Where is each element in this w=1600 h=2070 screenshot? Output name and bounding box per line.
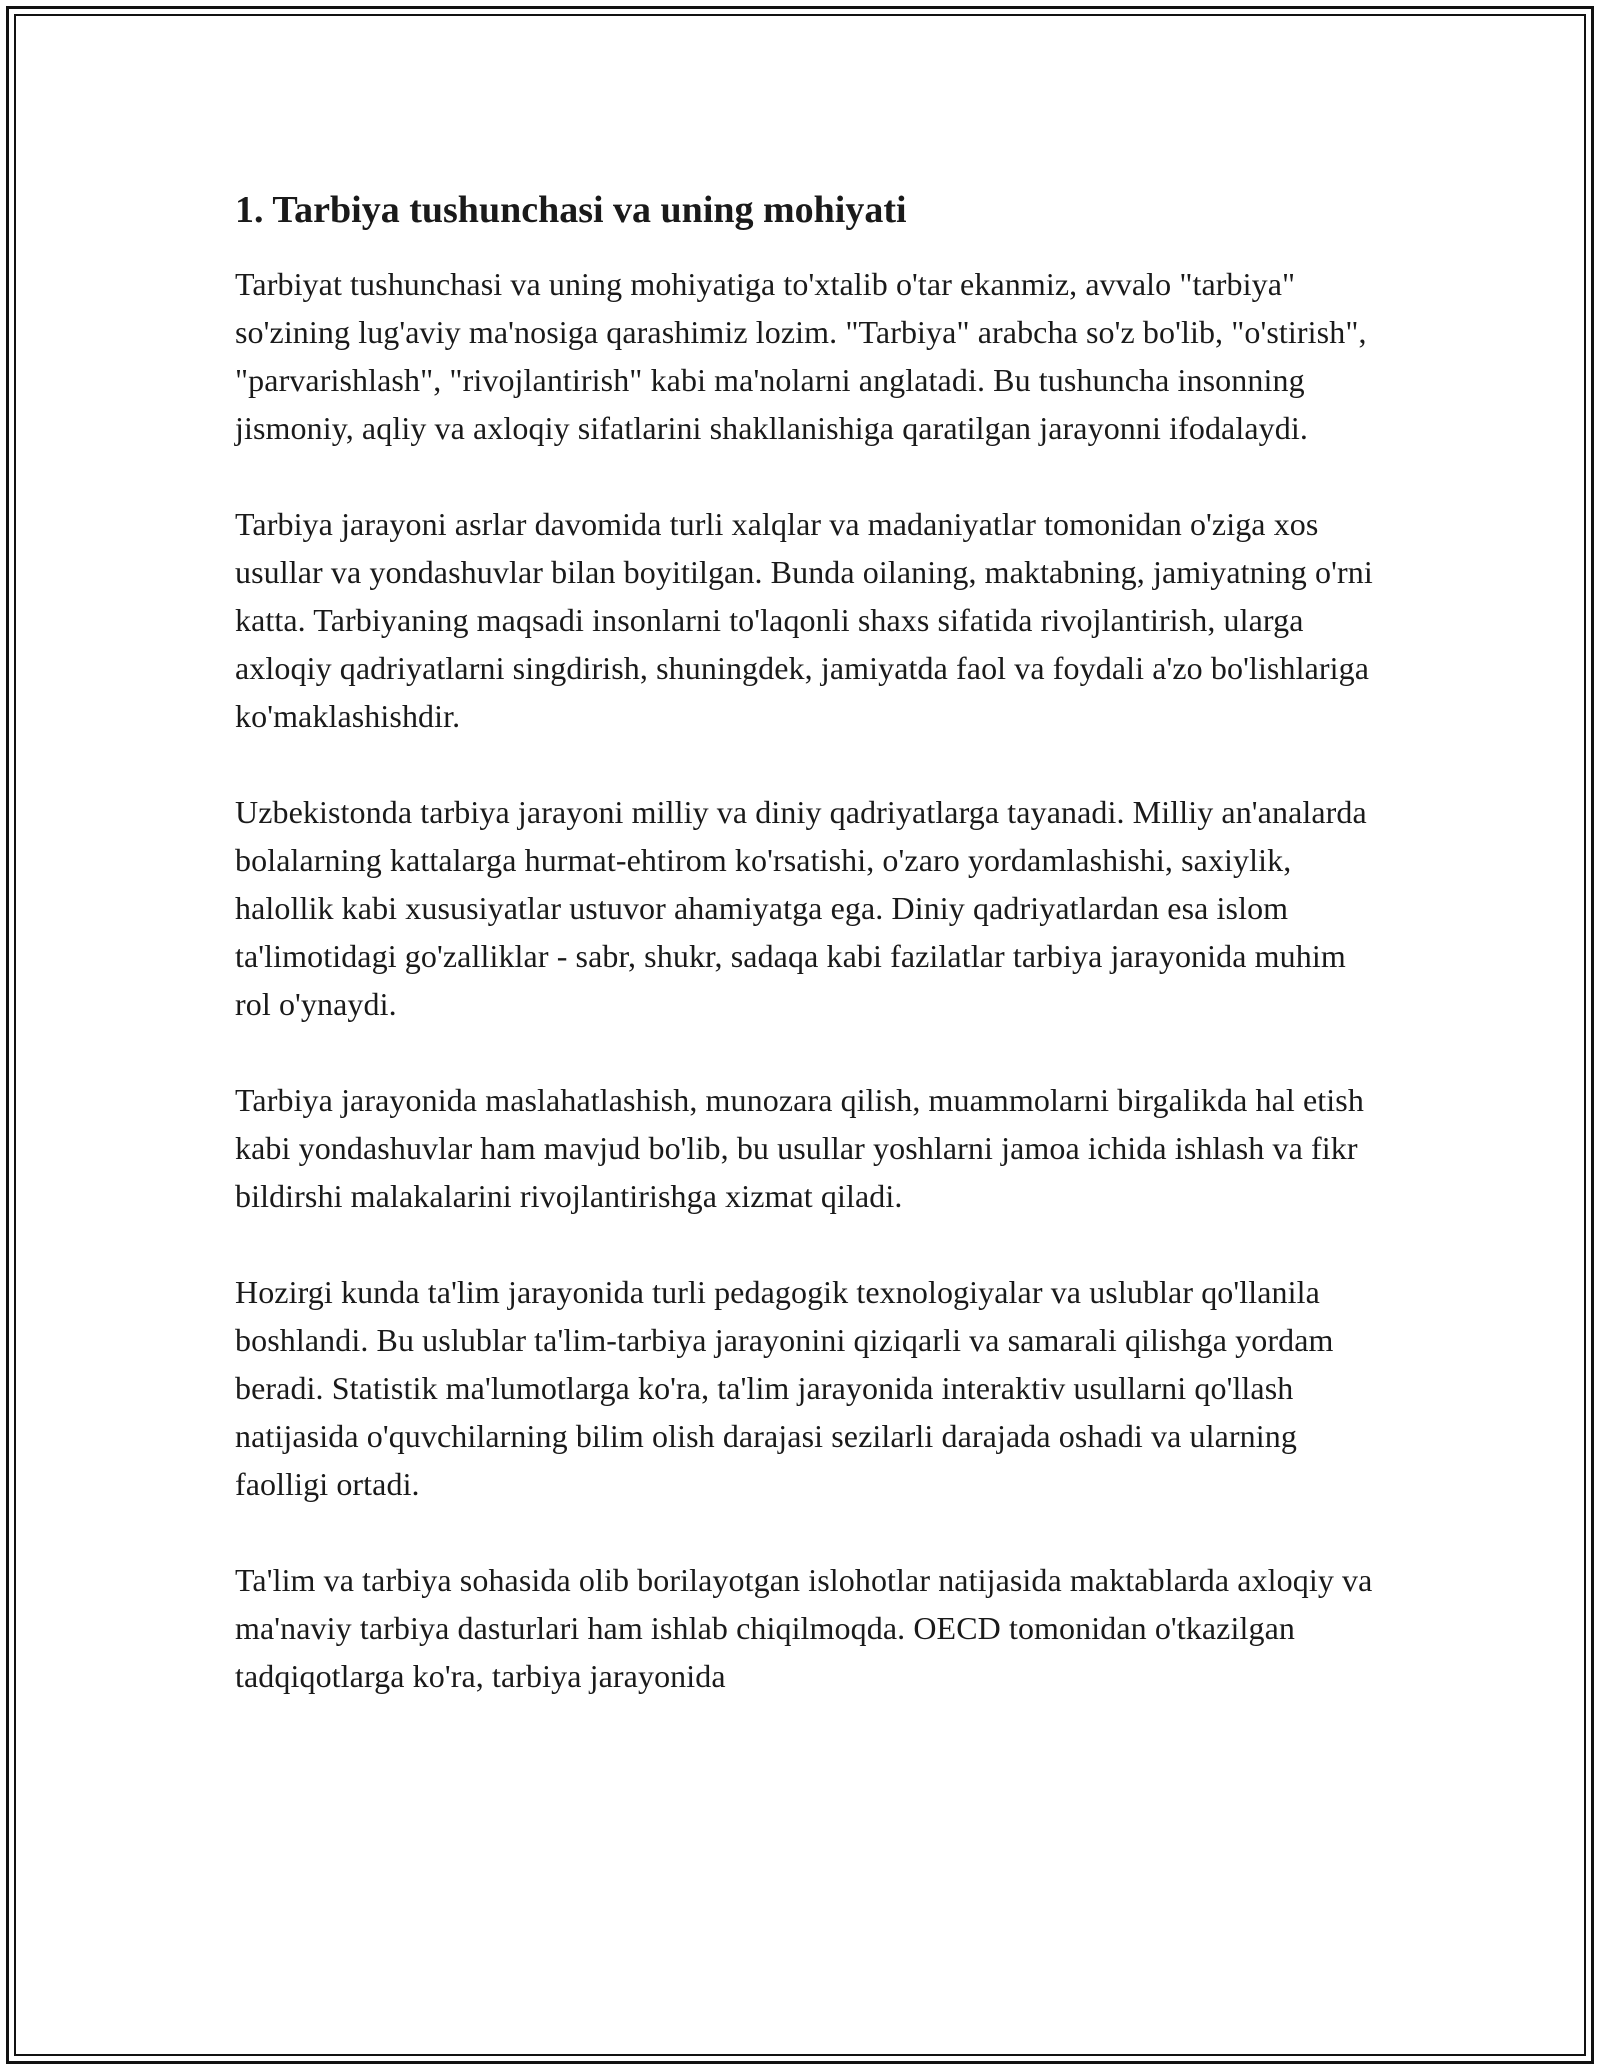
section-heading: 1. Tarbiya tushunchasi va uning mohiyati (235, 189, 907, 231)
paragraph-6: Ta'lim va tarbiya sohasida olib borilayotgan islohotlar natijasida maktablarda axloqiy va ma'naviy tarbiya dasturlari ham ishlab chiqilmoqda. OECD tomonidan o'tkazilgan tadqiqotlarga ko'ra, tarbiya jarayonida (235, 1562, 1373, 1694)
paragraph-4: Tarbiya jarayonida maslahatlashish, munozara qilish, muammolarni birgalikda hal etish kabi yondashuvlar ham mavjud bo'lib, bu usullar yoshlarni jamoa ichida ishlash va fikr bildirshi malakalarini rivojlantirishga xizmat qiladi. (235, 1082, 1364, 1214)
document-page (235, 186, 1375, 1748)
paragraph-2: Tarbiya jarayoni asrlar davomida turli xalqlar va madaniyatlar tomonidan o'ziga xos usullar va yondashuvlar bilan boyitilgan. Bunda oilaning, maktabning, jamiyatning o'rni katta. Tarbiyaning maqsadi insonlarni to'laqonli shaxs sifatida rivojlantirish, ularga axloqiy qadriyatlarni singdirish, shuningdek, jamiyatda faol va foydali a'zo bo'lishlariga ko'maklashishdir. (235, 506, 1373, 734)
paragraph-3: Uzbekistonda tarbiya jarayoni milliy va diniy qadriyatlarga tayanadi. Milliy an'analarda bolalarning kattalarga hurmat-ehtirom ko'rsatishi, o'zaro yordamlashishi, saxiylik, halollik kabi xususiyatlar ustuvor ahamiyatga ega. Diniy qadriyatlardan esa islom ta'limotidagi go'zalliklar - sabr, shukr, sadaqa kabi fazilatlar tarbiya jarayonida muhim rol o'ynaydi. (235, 794, 1367, 1022)
paragraph-1: Tarbiyat tushunchasi va uning mohiyatiga to'xtalib o'tar ekanmiz, avvalo "tarbiya" so'zining lug'aviy ma'nosiga qarashimiz lozim. "Tarbiya" arabcha so'z bo'lib, "o'stirish", "parvarishlash", "rivojlantirish" kabi ma'nolarni anglatadi. Bu tushuncha insonning jismoniy, aqliy va axloqiy sifatlarini shakllanishiga qaratilgan jarayonni ifodalaydi. (235, 266, 1367, 446)
paragraph-5: Hozirgi kunda ta'lim jarayonida turli pedagogik texnologiyalar va uslublar qo'llanila boshlandi. Bu uslublar ta'lim-tarbiya jarayonini qiziqarli va samarali qilishga yordam beradi. Statistik ma'lumotlarga ko'ra, ta'lim jarayonida interaktiv usullarni qo'llash natijasida o'quvchilarning bilim olish darajasi sezilarli darajada oshadi va ularning faolligi ortadi. (235, 1274, 1334, 1502)
